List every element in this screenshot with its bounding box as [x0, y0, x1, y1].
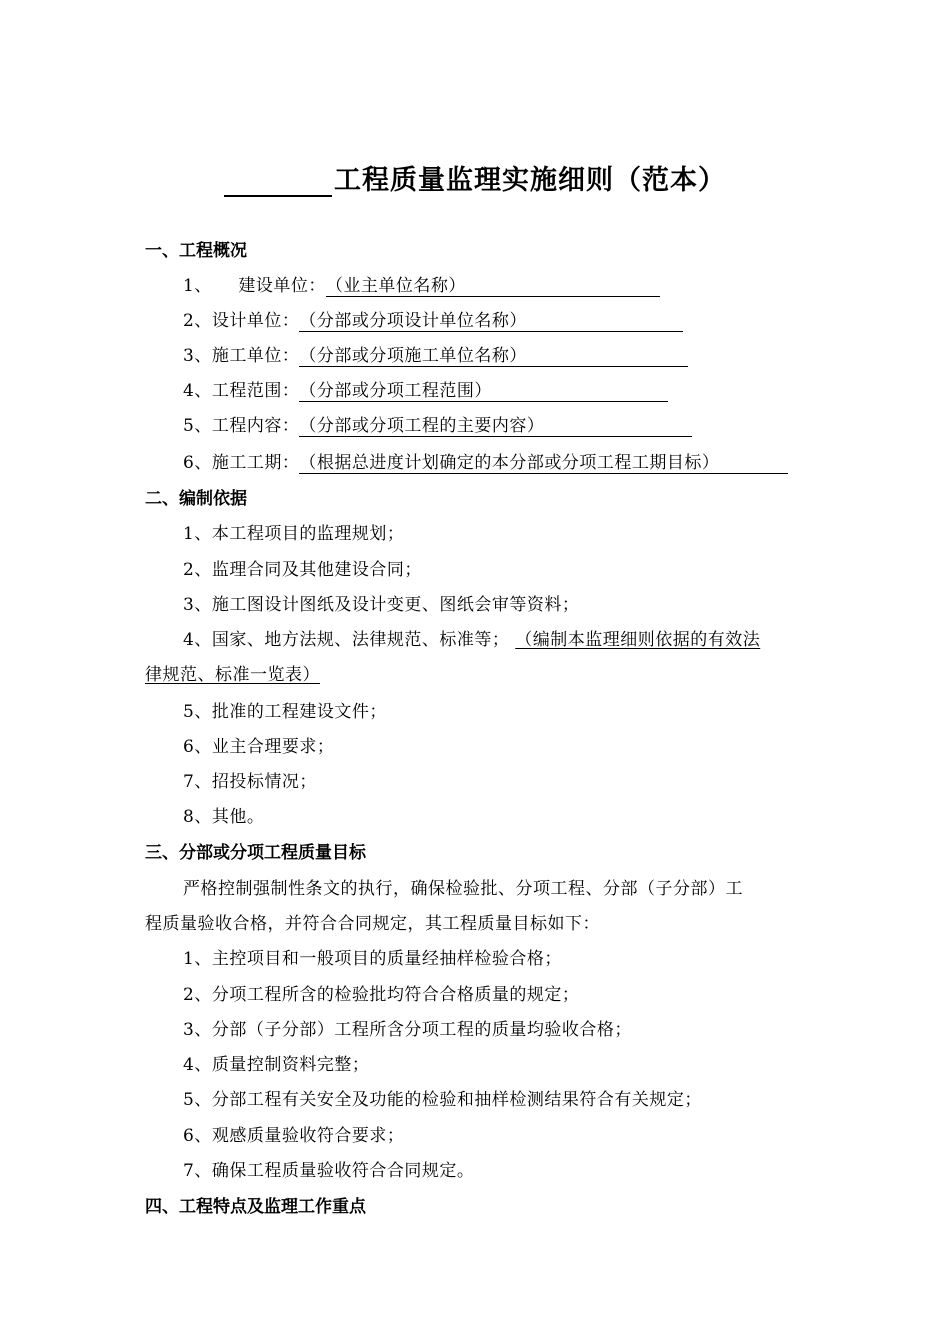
section-heading: 二、编制依据 — [145, 489, 247, 509]
list-item: 1、主控项目和一般项目的质量经抽样检验合格； — [183, 949, 562, 969]
field-value: （分部或分项施工单位名称） — [299, 347, 688, 367]
section-heading: 三、分部或分项工程质量目标 — [145, 843, 366, 863]
field-value: （分部或分项工程的主要内容） — [299, 417, 692, 437]
list-item: 6、观感质量验收符合要求； — [183, 1126, 405, 1146]
list-item: 6、业主合理要求； — [183, 737, 335, 757]
list-item: 5、分部工程有关安全及功能的检验和抽样检测结果符合有关规定； — [183, 1090, 702, 1110]
field-value: 律规范、标准一览表） — [145, 665, 320, 685]
field-value: （分部或分项设计单位名称） — [299, 312, 683, 332]
overview-item: 2、设计单位：（分部或分项设计单位名称） — [183, 306, 683, 332]
paragraph-line: 程质量验收合格，并符合合同规定，其工程质量目标如下： — [145, 914, 600, 934]
field-value: （业主单位名称） — [326, 277, 660, 297]
list-item: 7、确保工程质量验收符合合同规定。 — [183, 1161, 475, 1181]
list-item: 1、本工程项目的监理规划； — [183, 524, 405, 544]
list-item: 4、质量控制资料完整； — [183, 1055, 370, 1075]
overview-item: 1、 建设单位：（业主单位名称） — [183, 271, 660, 297]
list-item: 8、其他。 — [183, 807, 265, 827]
title-blank — [224, 169, 332, 197]
field-value: （分部或分项工程范围） — [299, 382, 668, 402]
overview-item: 6、施工工期：（根据总进度计划确定的本分部或分项工程工期目标） — [183, 448, 788, 474]
overview-item: 4、工程范围：（分部或分项工程范围） — [183, 376, 668, 402]
paragraph-line: 严格控制强制性条文的执行，确保检验批、分项工程、分部（子分部）工 — [183, 879, 743, 899]
field-value: （编制本监理细则依据的有效法 — [515, 630, 761, 650]
list-item: 3、分部（子分部）工程所含分项工程的质量均验收合格； — [183, 1020, 632, 1040]
section-heading: 四、工程特点及监理工作重点 — [145, 1197, 366, 1217]
overview-item: 3、施工单位：（分部或分项施工单位名称） — [183, 341, 688, 367]
overview-item: 5、工程内容：（分部或分项工程的主要内容） — [183, 411, 692, 437]
list-item: 4、国家、地方法规、法律规范、标准等； （编制本监理细则依据的有效法 — [183, 630, 761, 650]
list-item: 3、施工图设计图纸及设计变更、图纸会审等资料； — [183, 595, 580, 615]
list-item: 7、招投标情况； — [183, 772, 317, 792]
field-value: （根据总进度计划确定的本分部或分项工程工期目标） — [299, 454, 788, 474]
list-item: 2、分项工程所含的检验批均符合合格质量的规定； — [183, 985, 580, 1005]
section-heading: 一、工程概况 — [145, 241, 247, 261]
page-title: 工程质量监理实施细则（范本） — [0, 158, 950, 197]
list-item-continued — [145, 660, 320, 685]
list-item: 2、监理合同及其他建设合同； — [183, 560, 422, 580]
list-item: 5、批准的工程建设文件； — [183, 702, 387, 722]
